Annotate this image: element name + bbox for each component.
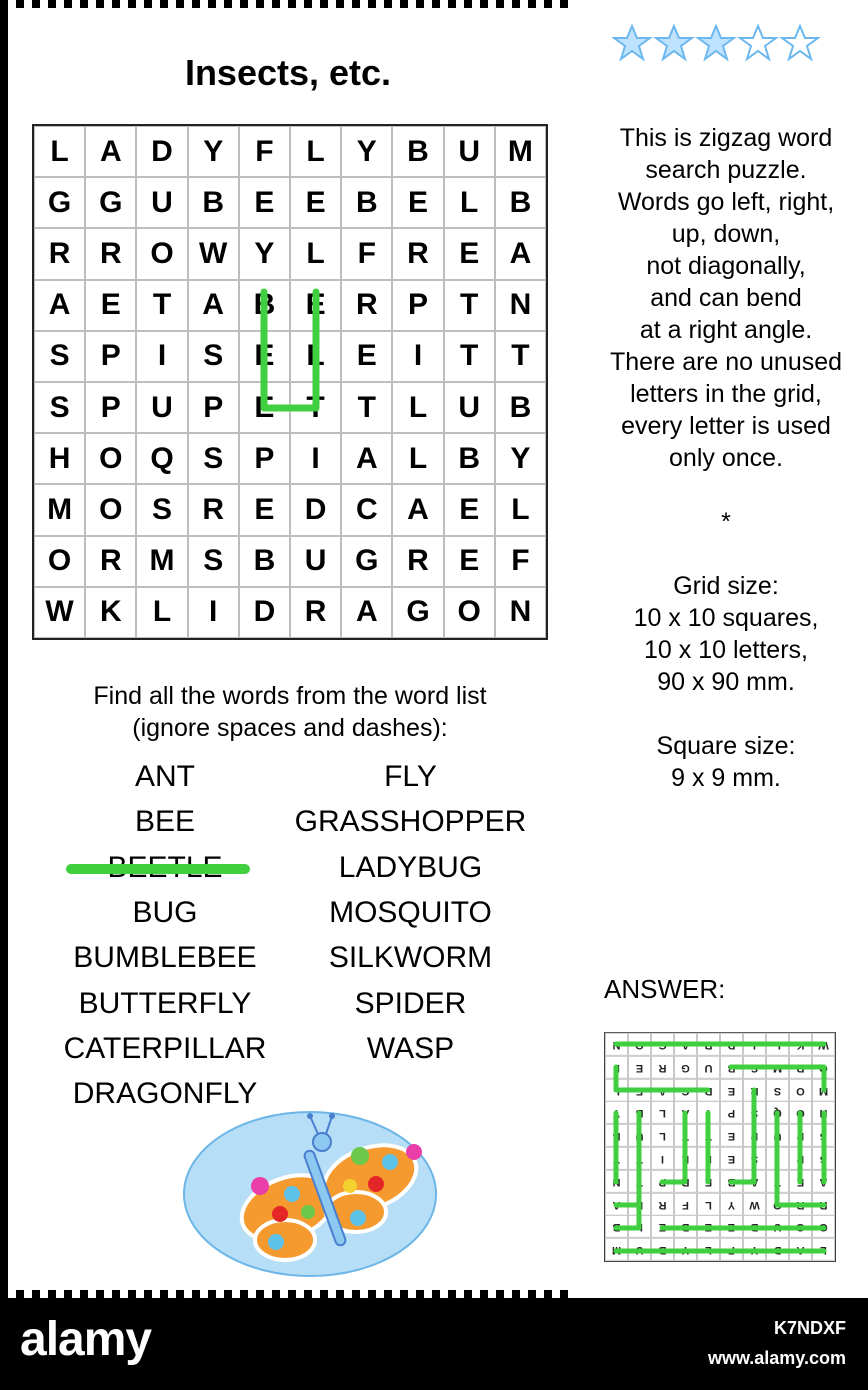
grid-cell[interactable]: D [136,126,187,177]
answer-cell: E [720,1079,743,1102]
answer-cell: A [789,1238,812,1261]
answer-cell: E [697,1170,720,1193]
answer-cell: T [766,1170,789,1193]
answer-cell: I [766,1147,789,1170]
answer-cell: B [605,1215,628,1238]
site-url: www.alamy.com [707,1348,846,1368]
grid-cell[interactable]: R [85,228,136,279]
answer-cell: R [789,1056,812,1079]
grid-cell[interactable]: L [136,587,187,638]
answer-cell: T [697,1124,720,1147]
grid-cell[interactable]: T [341,382,392,433]
answer-cell: B [720,1170,743,1193]
answer-cell: D [720,1033,743,1056]
found-word-strike [66,864,250,874]
answer-cell: I [743,1033,766,1056]
answer-cell: B [720,1056,743,1079]
answer-cell: R [697,1033,720,1056]
grid-cell[interactable]: B [495,177,546,228]
grid-cell[interactable]: S [136,484,187,535]
butterfly-illustration [180,1108,440,1278]
puzzle-description: This is zigzag word search puzzle. Words go left, right, up, down, not diagonally, and can bend at a right angle. There are no unused letters in the grid, every letter is used only once. * Grid size: 10 x 10 squares, 10 x 10 letters, 90 x 90 mm. Square size: 9 x 9 mm. [609,124,843,792]
answer-cell: K [789,1033,812,1056]
answer-cell: M [812,1079,835,1102]
answer-cell: T [628,1170,651,1193]
word-list-item: BUTTERFLY [78,986,252,1020]
answer-cell: G [789,1215,812,1238]
grid-cell[interactable]: B [444,433,495,484]
grid-cell[interactable]: P [85,331,136,382]
answer-cell: U [766,1124,789,1147]
grid-cell[interactable]: E [444,228,495,279]
grid-cell[interactable]: B [495,382,546,433]
answer-cell: F [674,1193,697,1216]
grid-cell[interactable]: A [85,126,136,177]
grid-cell[interactable]: B [341,177,392,228]
grid-cell[interactable]: U [290,536,341,587]
word-list-item: LADYBUG [338,850,483,884]
grid-cell[interactable]: B [188,177,239,228]
answer-cell: I [651,1147,674,1170]
answer-cell: G [651,1033,674,1056]
answer-cell: A [674,1033,697,1056]
grid-cell[interactable]: O [85,484,136,535]
answer-cell: A [812,1170,835,1193]
answer-cell: B [674,1215,697,1238]
instructions [32,680,548,744]
grid-cell[interactable]: E [290,177,341,228]
grid-cell[interactable]: E [85,280,136,331]
answer-cell: R [789,1193,812,1216]
footer-bar [0,1298,868,1390]
grid-cell[interactable]: U [444,126,495,177]
answer-cell: G [812,1215,835,1238]
grid-cell[interactable]: L [290,126,341,177]
answer-cell: B [651,1238,674,1261]
answer-cell: E [720,1215,743,1238]
answer-cell: R [812,1193,835,1216]
answer-cell: E [651,1215,674,1238]
grid-cell[interactable]: E [239,331,290,382]
answer-cell: S [743,1056,766,1079]
instructions-line-1: Find all the words from the word list [93,682,487,710]
answer-cell: L [697,1193,720,1216]
answer-cell: E [789,1170,812,1193]
grid-cell[interactable]: L [444,177,495,228]
grid-cell[interactable]: D [239,587,290,638]
answer-cell: E [720,1147,743,1170]
answer-cell: G [674,1056,697,1079]
grid-cell[interactable]: T [444,280,495,331]
answer-cell: O [789,1079,812,1102]
grid-cell[interactable]: Y [239,228,290,279]
grid-cell[interactable]: B [239,280,290,331]
answer-cell: Y [720,1193,743,1216]
answer-cell: Q [766,1101,789,1124]
grid-cell[interactable]: M [136,536,187,587]
answer-cell: D [697,1079,720,1102]
answer-cell: U [697,1056,720,1079]
answer-cell: E [674,1147,697,1170]
grid-cell[interactable]: A [495,228,546,279]
grid-cell[interactable]: R [392,228,443,279]
grid-cell[interactable]: N [495,280,546,331]
answer-grid [604,1032,836,1262]
word-list-item: DRAGONFLY [72,1077,258,1111]
word-list-item: ANT [135,760,195,793]
answer-cell: U [628,1124,651,1147]
answer-cell: Y [743,1238,766,1261]
grid-cell[interactable]: A [341,587,392,638]
grid-cell[interactable]: E [290,280,341,331]
grid-cell[interactable]: M [34,484,85,535]
answer-cell: D [766,1238,789,1261]
grid-cell[interactable]: A [34,280,85,331]
grid-cell[interactable]: S [188,331,239,382]
answer-cell: F [605,1056,628,1079]
answer-cell: R [743,1079,766,1102]
difficulty-rating [612,24,824,64]
grid-cell[interactable]: I [290,433,341,484]
answer-cell: T [628,1147,651,1170]
grid-cell[interactable]: T [495,331,546,382]
star-icon [614,26,818,59]
grid-cell[interactable]: P [392,280,443,331]
word-list-item: SPIDER [354,986,467,1020]
grid-cell[interactable]: L [290,331,341,382]
answer-cell: R [674,1170,697,1193]
grid-cell[interactable]: S [34,382,85,433]
grid-cell[interactable]: E [341,331,392,382]
answer-cell: E [720,1124,743,1147]
word-search-grid[interactable] [32,124,548,640]
answer-cell: L [651,1124,674,1147]
grid-cell[interactable]: L [392,382,443,433]
grid-cell[interactable]: R [188,484,239,535]
answer-cell: O [766,1193,789,1216]
grid-cell[interactable]: U [136,382,187,433]
grid-cell[interactable]: Y [188,126,239,177]
grid-cell[interactable]: T [444,331,495,382]
answer-cell: A [674,1101,697,1124]
grid-cell[interactable]: L [392,433,443,484]
instructions-line-2: (ignore spaces and dashes): [132,714,448,742]
grid-cell[interactable]: E [392,177,443,228]
brand-logo: alamy [20,1313,152,1366]
answer-cell: M [766,1056,789,1079]
grid-cell[interactable]: L [34,126,85,177]
word-list-item: WASP [366,1031,455,1065]
answer-cell: L [697,1238,720,1261]
grid-cell[interactable]: W [34,587,85,638]
grid-cell[interactable]: W [188,228,239,279]
answer-cell: L [697,1147,720,1170]
answer-cell: Y [605,1101,628,1124]
word-list-item: MOSQUITO [329,895,492,929]
word-list-item: BEE [134,805,196,839]
grid-cell[interactable]: U [444,382,495,433]
answer-cell: F [720,1238,743,1261]
grid-cell[interactable]: B [392,126,443,177]
answer-cell: H [812,1101,835,1124]
grid-cell[interactable]: G [34,177,85,228]
grid-cell[interactable]: L [290,228,341,279]
answer-cell: O [789,1101,812,1124]
answer-cell: N [605,1170,628,1193]
grid-cell[interactable]: R [85,536,136,587]
grid-cell[interactable]: S [188,536,239,587]
grid-cell[interactable]: A [188,280,239,331]
grid-cell[interactable]: I [188,587,239,638]
grid-cell[interactable]: E [239,484,290,535]
answer-cell: P [651,1170,674,1193]
answer-cell: U [628,1238,651,1261]
answer-cell: I [697,1101,720,1124]
answer-cell: A [743,1170,766,1193]
answer-cell: L [812,1238,835,1261]
grid-cell[interactable]: E [239,177,290,228]
answer-cell: O [812,1056,835,1079]
answer-label: ANSWER: [604,974,726,1004]
grid-cell[interactable]: E [444,484,495,535]
answer-cell: P [720,1101,743,1124]
answer-cell: R [651,1193,674,1216]
grid-cell[interactable]: G [341,536,392,587]
answer-cell: L [766,1033,789,1056]
grid-cell[interactable]: S [34,331,85,382]
grid-cell[interactable]: O [85,433,136,484]
word-list-item: GRASSHOPPER [294,805,527,839]
answer-cell: B [605,1124,628,1147]
grid-cell[interactable]: M [495,126,546,177]
word-list-item: BUMBLEBEE [73,941,257,975]
answer-cell: Y [674,1238,697,1261]
grid-cell[interactable]: G [85,177,136,228]
answer-cell: S [766,1079,789,1102]
answer-cell: T [605,1147,628,1170]
grid-cell[interactable]: L [495,484,546,535]
answer-cell: O [628,1033,651,1056]
answer-cell: S [743,1101,766,1124]
grid-cell[interactable]: Y [495,433,546,484]
grid-cell[interactable]: A [341,433,392,484]
answer-cell: M [605,1238,628,1261]
word-list-item: FLY [384,760,437,793]
grid-cell[interactable]: T [136,280,187,331]
answer-cell: P [743,1124,766,1147]
grid-cell[interactable]: P [85,382,136,433]
answer-cell: T [674,1124,697,1147]
answer-cell: A [651,1079,674,1102]
grid-cell[interactable]: H [34,433,85,484]
grid-cell[interactable]: K [85,587,136,638]
grid-cell[interactable]: P [188,382,239,433]
grid-cell[interactable]: U [136,177,187,228]
answer-cell: R [651,1056,674,1079]
grid-cell[interactable]: F [341,228,392,279]
word-list-item: BUG [132,895,198,929]
grid-cell[interactable]: A [392,484,443,535]
grid-cell[interactable]: E [444,536,495,587]
grid-cell[interactable]: O [444,587,495,638]
answer-cell: N [605,1033,628,1056]
grid-cell[interactable]: G [392,587,443,638]
answer-cell: L [628,1215,651,1238]
grid-cell[interactable]: D [290,484,341,535]
grid-cell[interactable]: O [136,228,187,279]
answer-cell: A [605,1193,628,1216]
grid-cell[interactable]: E [239,382,290,433]
answer-cell: W [812,1033,835,1056]
answer-cell: P [789,1147,812,1170]
answer-cell: E [628,1079,651,1102]
word-list-item: CATERPILLAR [63,1031,267,1065]
grid-cell[interactable]: R [290,587,341,638]
answer-cell: S [812,1124,835,1147]
grid-cell[interactable]: F [239,126,290,177]
grid-cell[interactable]: F [495,536,546,587]
grid-cell[interactable]: R [34,228,85,279]
answer-cell: P [789,1124,812,1147]
answer-cell: B [743,1215,766,1238]
answer-cell: C [674,1079,697,1102]
grid-cell[interactable]: I [136,331,187,382]
answer-cell: S [743,1147,766,1170]
grid-cell[interactable]: Y [341,126,392,177]
answer-cell: U [766,1215,789,1238]
grid-cell[interactable]: T [290,382,341,433]
grid-cell[interactable]: C [341,484,392,535]
answer-cell: W [743,1193,766,1216]
grid-cell[interactable]: B [239,536,290,587]
word-list-item: SILKWORM [328,941,493,975]
answer-cell: B [628,1101,651,1124]
grid-cell[interactable]: N [495,587,546,638]
image-code: K7NDXF [773,1318,846,1338]
grid-cell[interactable]: O [34,536,85,587]
answer-cell: E [697,1215,720,1238]
grid-cell[interactable]: S [188,433,239,484]
grid-cell[interactable]: R [341,280,392,331]
puzzle-title: Insects, etc. [184,52,392,93]
grid-cell[interactable]: R [392,536,443,587]
answer-cell: E [628,1056,651,1079]
grid-cell[interactable]: Q [136,433,187,484]
grid-cell[interactable]: I [392,331,443,382]
answer-cell: L [651,1101,674,1124]
answer-cell: L [605,1079,628,1102]
answer-cell: S [812,1147,835,1170]
grid-cell[interactable]: P [239,433,290,484]
answer-cell: E [628,1193,651,1216]
